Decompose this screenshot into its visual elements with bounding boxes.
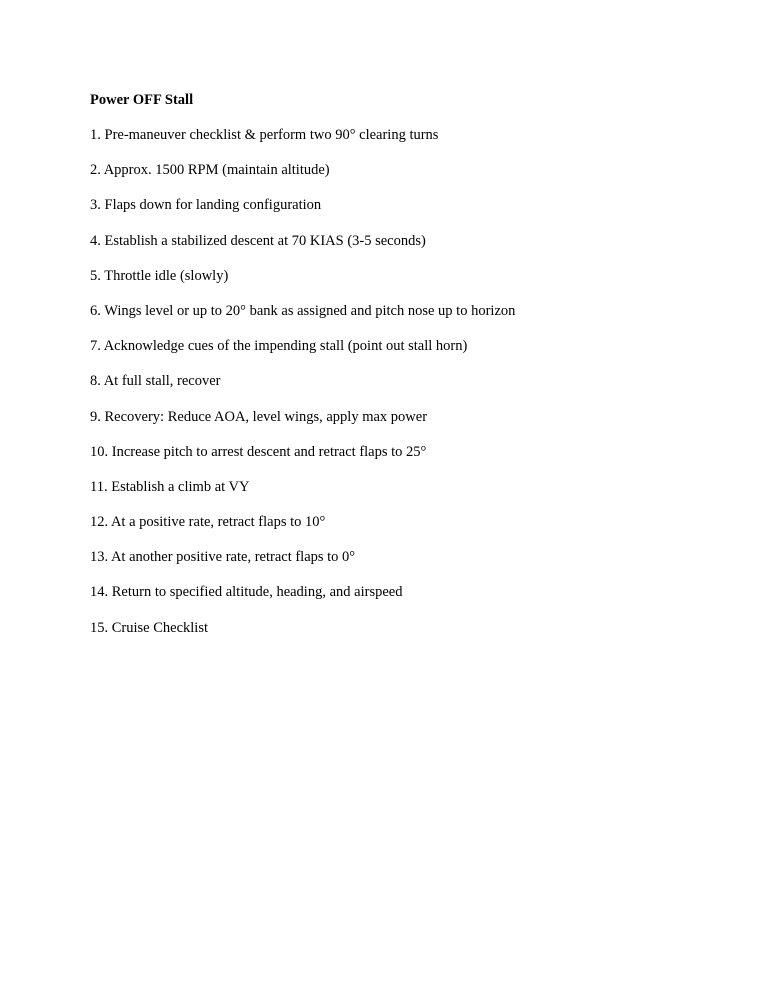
checklist-step: 1. Pre-maneuver checklist & perform two 90° clearing turns <box>90 127 439 143</box>
checklist-step: 8. At full stall, recover <box>90 373 221 390</box>
checklist-step: 4. Establish a stabilized descent at 70 KIAS (3-5 seconds) <box>90 232 426 249</box>
checklist-step: 2. Approx. 1500 RPM (maintain altitude) <box>90 162 330 179</box>
checklist-step: 3. Flaps down for landing configuration <box>90 197 322 214</box>
checklist-step: 10. Increase pitch to arrest descent and retract flaps to 25° <box>90 443 427 460</box>
checklist-step: 6. Wings level or up to 20° bank as assigned and pitch nose up to horizon <box>90 302 516 319</box>
checklist-steps <box>90 126 515 654</box>
checklist-step: 12. At a positive rate, retract flaps to 10° <box>90 514 326 531</box>
checklist-step: 7. Acknowledge cues of the impending stall (point out stall horn) <box>90 338 468 355</box>
checklist-step: 14. Return to specified altitude, heading, and airspeed <box>90 584 403 601</box>
checklist-step: 13. At another positive rate, retract flaps to 0° <box>90 549 356 566</box>
checklist-step: 11. Establish a climb at VY <box>90 478 250 495</box>
document-title: Power OFF Stall <box>90 92 194 108</box>
checklist-step: 5. Throttle idle (slowly) <box>90 267 229 284</box>
checklist-step: 15. Cruise Checklist <box>90 619 209 636</box>
checklist-step: 9. Recovery: Reduce AOA, level wings, apply max power <box>90 408 428 425</box>
